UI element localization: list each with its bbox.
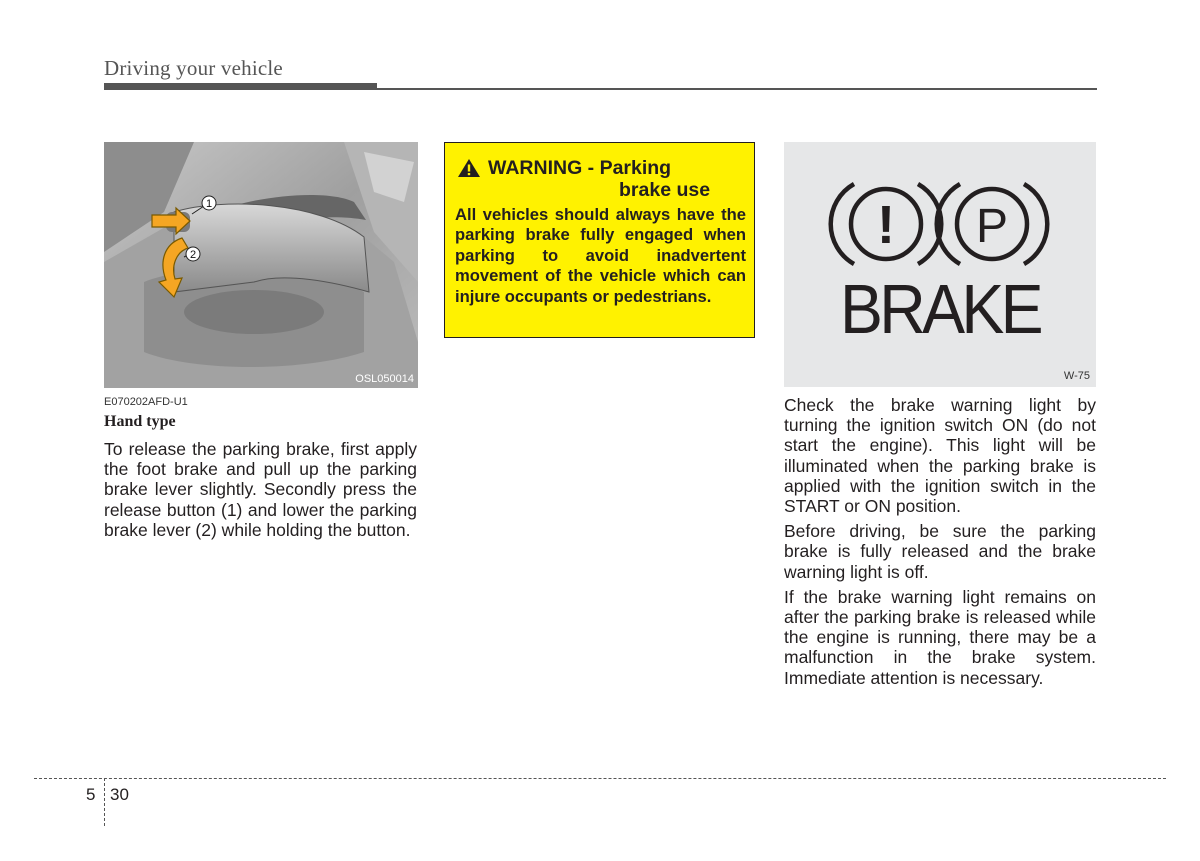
footer-divider [104,778,105,826]
warning-text: All vehicles should always have the parking brake fully engaged when parking to avoid inadvertent movement of the vehicle which can injure occupants or pedestrians. [455,205,746,306]
chapter-number: 5 [86,785,96,804]
warning-title-line2: brake use [619,179,711,201]
section-heading: Hand type [104,413,176,430]
parking-brake-illustration [104,142,418,388]
warning-box [444,142,755,338]
warning-triangle-icon [457,158,481,178]
right-body [784,395,1096,688]
photo-code: OSL050014 [355,373,414,385]
brake-indicator-panel [784,142,1096,387]
brake-image-code: W-75 [1063,370,1090,382]
right-paragraph-1: Check the brake warning light by turning the ignition switch ON (do not start the engine). This light will be illuminated when the parking brake is applied with the ignition switch in the START or ON position. [784,395,1096,517]
exclamation-symbol: ! [877,195,895,255]
hand-type-paragraph: To release the parking brake, first apply the foot brake and pull up the parking brake lever slightly. Secondly press the release button (1) and lower the parking brake lever (2) while holding the button. [104,439,417,540]
brake-warning-icon [784,142,1096,272]
parking-p-symbol: P [975,200,1009,253]
warning-title-line1: WARNING - Parking [488,157,672,179]
right-paragraph-3: If the brake warning light remains on after the parking brake is released while the engine is running, there may be a malfunction in the brake system. Immediate attention is necessary. [784,586,1096,688]
callout-2: 2 [189,249,197,261]
footer-rule [34,778,1166,779]
page-number: 30 [110,785,129,804]
brake-word: BRAKE [840,270,1040,348]
right-paragraph-2: Before driving, be sure the parking brake is fully released and the brake warning light is off. [784,521,1096,582]
page-header-title: Driving your vehicle [104,56,283,80]
header-rule [104,88,1097,90]
callout-1: 1 [205,198,213,210]
reference-code: E070202AFD-U1 [104,396,188,408]
left-body [104,439,417,540]
parking-brake-photo [104,142,418,388]
